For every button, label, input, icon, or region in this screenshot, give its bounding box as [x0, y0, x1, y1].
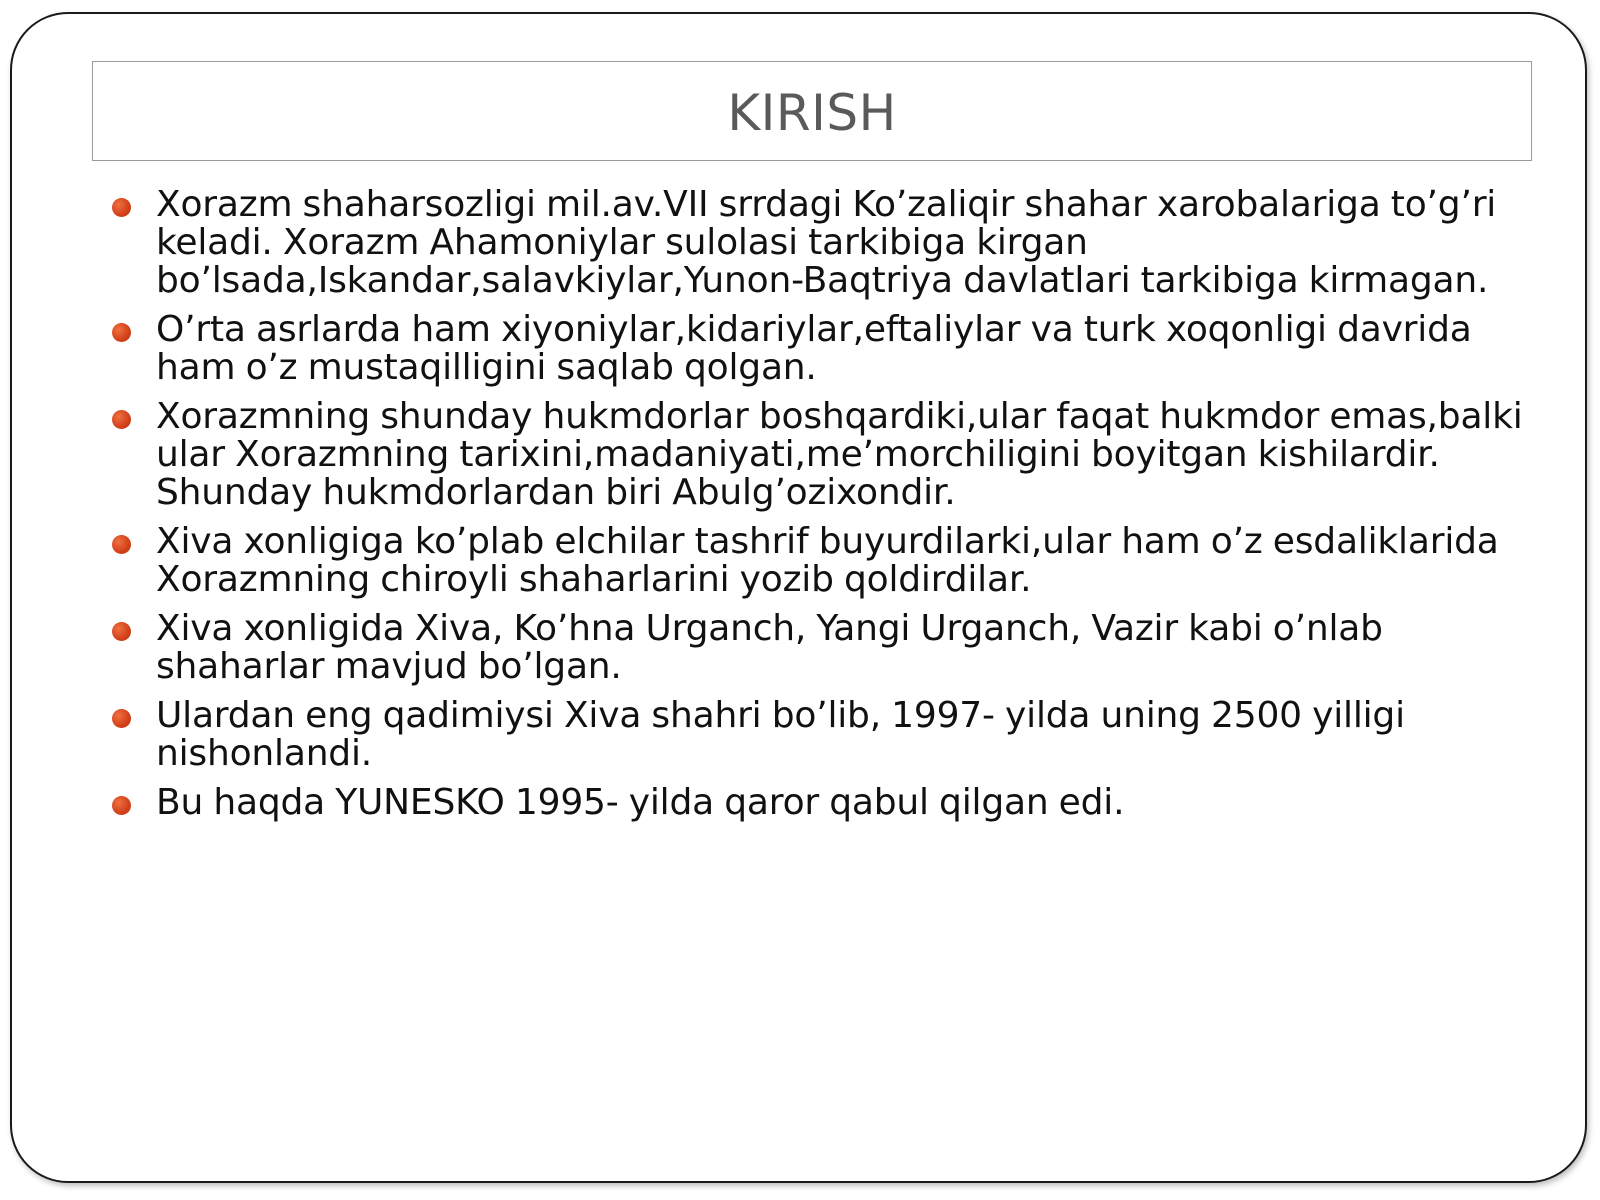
bullet-text: Xiva xonligida Xiva, Ko’hna Urganch, Yangi Urganch, Vazir kabi o’nlab shaharlar mavjud bo’lgan.	[156, 608, 1383, 687]
bullet-item	[108, 610, 1528, 686]
bullet-list	[108, 186, 1528, 833]
bullet-item	[108, 186, 1528, 300]
bullet-text: Xiva xonligiga ko’plab elchilar tashrif buyurdilarki,ular ham o’z esdaliklarida Xorazmning chiroyli shaharlarini yozib qoldirdilar.	[156, 521, 1499, 600]
bullet-icon	[112, 796, 131, 815]
bullet-icon	[112, 198, 131, 217]
bullet-icon	[112, 535, 131, 554]
slide-frame	[10, 12, 1587, 1183]
bullet-item	[108, 523, 1528, 599]
bullet-item	[108, 697, 1528, 773]
bullet-text: Ulardan eng qadimiysi Xiva shahri bo’lib, 1997- yilda uning 2500 yilligi nishonlandi.	[156, 695, 1405, 774]
bullet-text: Xorazmning shunday hukmdorlar boshqardiki,ular faqat hukmdor emas,balki ular Xorazmning tarixini,madaniyati,me’morchiligini boyitgan kishilardir. Shunday hukmdorlardan biri Abulg’ozixondir.	[156, 396, 1523, 513]
bullet-item	[108, 398, 1528, 512]
bullet-icon	[112, 323, 131, 342]
bullet-text: O’rta asrlarda ham xiyoniylar,kidariylar,eftaliylar va turk xoqonligi davrida ham o’z mustaqilligini saqlab qolgan.	[156, 309, 1472, 388]
bullet-item	[108, 784, 1528, 822]
slide-title: KIRISH	[727, 84, 897, 142]
bullet-text: Xorazm shaharsozligi mil.av.VII srrdagi Ko’zaliqir shahar xarobalariga to’g’ri keladi. Xorazm Ahamoniylar sulolasi tarkibiga kirgan bo’lsada,Iskandar,salavkiylar,Yunon-Baqtriya davlatlari tarkibiga kirmagan.	[156, 184, 1497, 301]
bullet-icon	[112, 709, 131, 728]
bullet-item	[108, 311, 1528, 387]
bullet-icon	[112, 622, 131, 641]
bullet-icon	[112, 410, 131, 429]
bullet-text: Bu haqda YUNESKO 1995- yilda qaror qabul qilgan edi.	[156, 782, 1125, 823]
title-box	[92, 61, 1532, 161]
